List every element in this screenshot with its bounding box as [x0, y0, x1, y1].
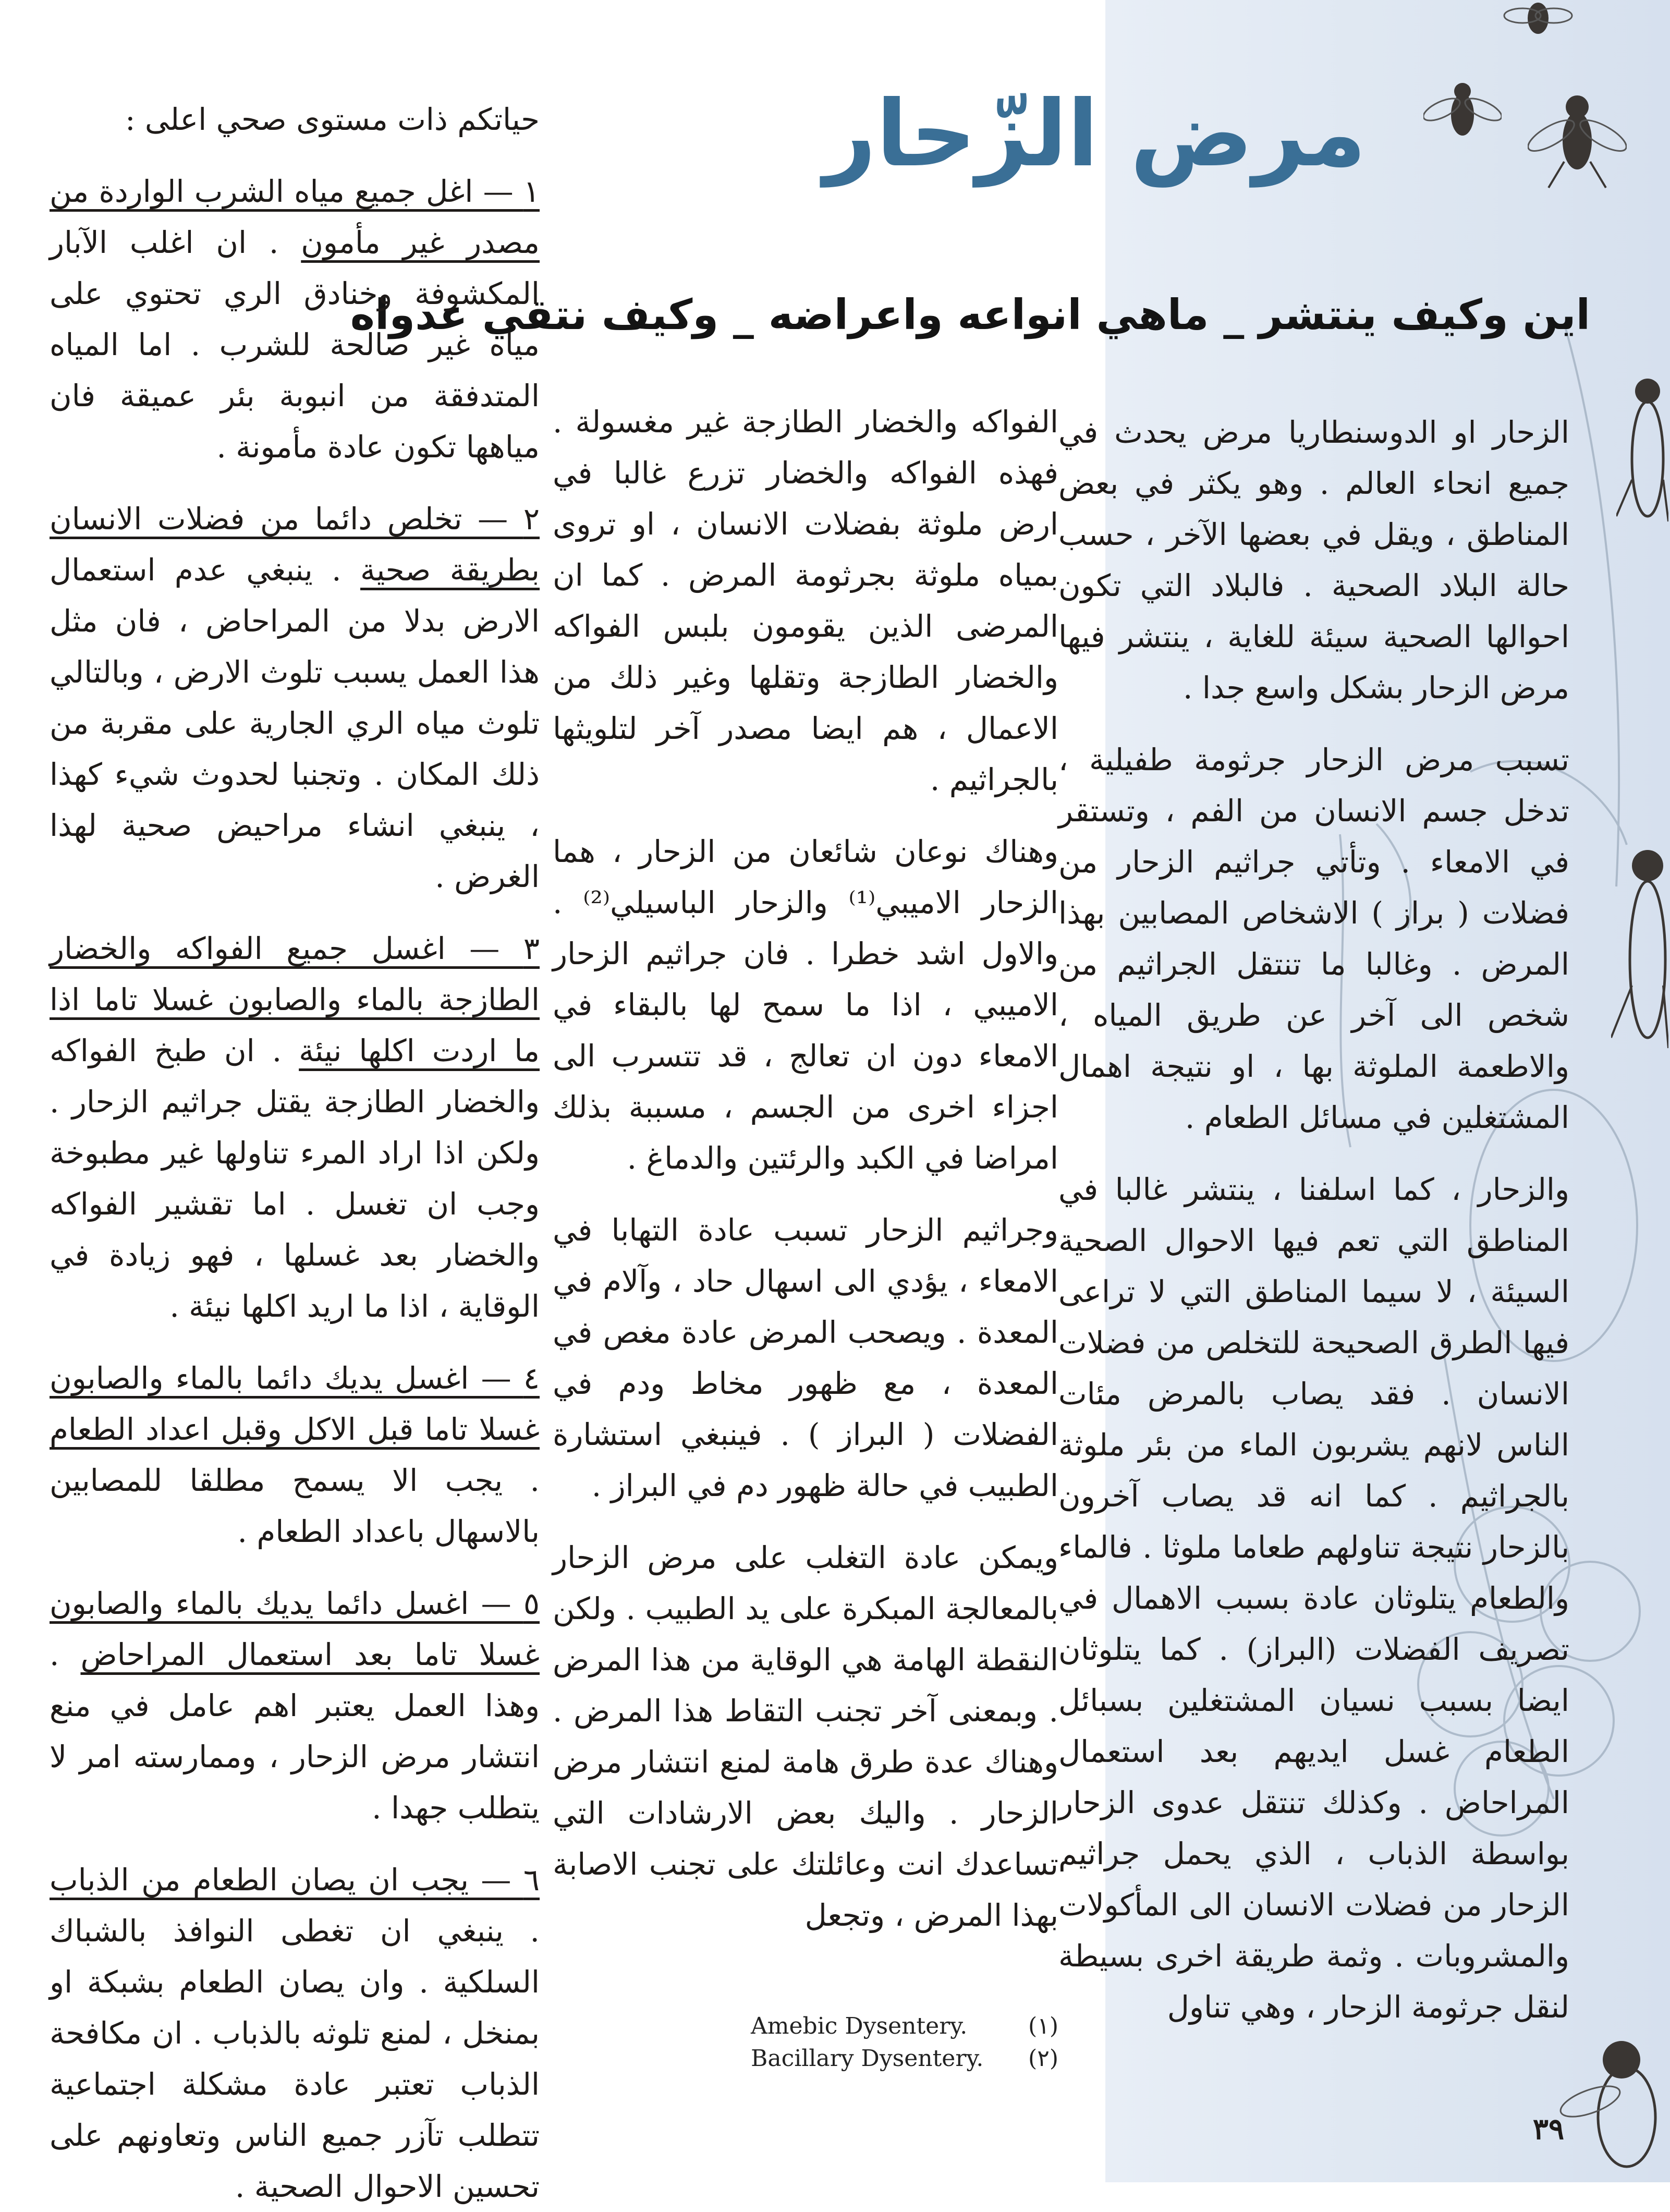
column-middle [553, 396, 1058, 1961]
fly-icon [1616, 344, 1668, 563]
list-intro: حياتكم ذات مستوى صحي اعلى : [125, 102, 540, 137]
column-left [50, 94, 540, 2204]
paragraph: وجراثيم الزحار تسبب عادة التهابا في الامعاء ، يؤدي الى اسهال حاد ، وآلام في المعدة . ويصحب المرض عادة مغص في المعدة ، مع ظهور مخاط ودم في الفضلات ( البراز ) . فينبغي استشارة الطبيب في حالة ظهور دم في البراز . [553, 1212, 1058, 1503]
fly-icon [1528, 83, 1627, 193]
footnote-mark: (١) [1028, 2013, 1058, 2039]
list-item [50, 1854, 540, 2212]
list-item-heading: ٢ — تخلص دائما من فضلات الانسان بطريقة صحية [50, 501, 540, 588]
list-item [50, 166, 540, 472]
list-item [50, 1353, 540, 1557]
list-item [50, 1578, 540, 1833]
footnote [751, 2043, 1058, 2075]
list-item-heading: ٦ — يجب ان يصان الطعام من الذباب [50, 1862, 540, 1898]
fly-icon [1611, 803, 1668, 1095]
paragraph: ويمكن عادة التغلب على مرض الزحار بالمعالجة المبكرة على يد الطبيب . ولكن النقطة الهامة هي الوقاية من هذا المرض . وبمعنى آخر تجنب التقاط هذا المرض . وهناك عدة طرق هامة لمنع انتشار مرض الزحار . واليك بعض الارشادات التي تساعدك انت وعائلتك على تجنب الاصابة بهذا المرض ، وتجعل [553, 1540, 1058, 1933]
list-item [50, 923, 540, 1332]
list-item-heading: ٣ — اغسل جميع الفواكه والخضار الطازجة بالماء والصابون غسلا تاما اذا ما اردت اكلها نيئة [50, 931, 540, 1068]
list-item-text: . يجب الا يسمح مطلقا للمصابين بالاسهال باعداد الطعام . [50, 1463, 540, 1549]
list-item-text: . ان اغلب الآبار المكشوفة وخنادق الري تحتوي على مياه غير صالحة للشرب . اما المياه المتدفقة من انبوبة بئر عميقة فان مياهها تكون عادة مأمونة . [50, 225, 540, 465]
footnotes [751, 2010, 1058, 2075]
paragraph: الفواكه والخضار الطازجة غير مغسولة . فهذه الفواكه والخضار تزرع غالبا في ارض ملوثة بفضلات الانسان ، او تروى بمياه ملوثة بجرثومة المرض . كما ان المرضى الذين يقومون بلبس الفواكه والخضار الطازجة وتقلها وغير ذلك من الاعمال ، هم ايضا مصدر آخر لتلويثها بالجراثيم . [553, 404, 1058, 797]
list-item-heading: ٤ — اغسل يديك دائما بالماء والصابون غسلا تاما قبل الاكل وقبل اعداد الطعام [50, 1360, 540, 1447]
column-right [1058, 407, 1569, 2143]
footnote [751, 2010, 1058, 2043]
list-item-text: . ينبغي عدم استعمال الارض بدلا من المراحاض ، فان مثل هذا العمل يسبب تلوث الارض ، وبالتالي تلوث مياه الري الجارية على مقربة من ذلك المكان . وتجنبا لحدوث شيء كهذا ، ينبغي انشاء مراحيض صحية لهذا الغرض . [50, 552, 540, 894]
fly-icon [1502, 0, 1575, 47]
fly-icon [1423, 73, 1502, 151]
article-title: مرض الزّحار [823, 81, 1367, 187]
list-item-text: . وهذا العمل يعتبر اهم عامل في منع انتشار مرض الزحار ، وممارسته امر لا يتطلب جهدا . [50, 1637, 540, 1826]
paragraph: وهناك نوعان شائعان من الزحار ، هما الزحار الاميبي⁽¹⁾ والزحار الباسيلي⁽²⁾ . والاول اشد خطرا . فان جراثيم الزحار الاميبي ، اذا ما سمح لها بالبقاء في الامعاء دون ان تعالج ، قد تتسرب الى اجزاء اخرى من الجسم ، مسببة بذلك امراضا في الكبد والرئتين والدماغ . [553, 834, 1058, 1176]
list-item-heading: ١ — اغل جميع مياه الشرب الواردة من مصدر غير مأمون [50, 174, 540, 260]
list-item-text: . ينبغي ان تغطى النوافذ بالشباك السلكية . وان يصان الطعام بشبكة او بمنخل ، لمنع تلوثه بالذباب . ان مكافحة الذباب تعتبر عادة مشكلة اجتماعية تتطلب تآزر جميع الناس وتعاونهم على تحسين الاحوال الصحية . [50, 1913, 540, 2204]
paragraph: والزحار ، كما اسلفنا ، ينتشر غالبا في المناطق التي تعم فيها الاحوال الصحية السيئة ، لا سيما المناطق التي لا تراعى فيها الطرق الصحيحة للتخلص من فضلات الانسان . فقد يصاب بالمرض مئات الناس لانهم يشربون الماء من بئر ملوثة بالجراثيم . كما انه قد يصاب آخرون بالزحار نتيجة تناولهم طعاما ملوثا . فالماء والطعام يتلوثان عادة بسبب الاهمال في تصريف الفضلات (البراز) . كما يتلوثان ايضا بسبب نسيان المشتغلين بسبائل الطعام غسل ايديهم بعد استعمال المراحاض . وكذلك تنتقل عدوى الزحار بواسطة الذباب ، الذي يحمل جراثيم الزحار من فضلات الانسان الى المأكولات والمشروبات . وثمة طريقة اخرى بسيطة لنقل جرثومة الزحار ، وهي تناول [1058, 1172, 1569, 2025]
footnote-text: Bacillary Dysentery. [751, 2045, 984, 2072]
list-item-text: . ان طبخ الفواكه والخضار الطازجة يقتل جراثيم الزحار . ولكن اذا اراد المرء تناولها غير مطبوخة وجب ان تغسل . اما تقشير الفواكه والخضار بعد غسلها ، فهو زيادة في الوقاية ، اذا ما اريد اكلها نيئة . [50, 1033, 540, 1324]
footnote-text: Amebic Dysentery. [751, 2013, 968, 2039]
paragraph: الزحار او الدوسنطاريا مرض يحدث في جميع انحاء العالم . وهو يكثر في بعض المناطق ، ويقل في بعضها الآخر ، حسب حالة البلاد الصحية . فالبلاد التي تكون احوالها الصحية سيئة للغاية ، ينتشر فيها مرض الزحار بشكل واسع جدا . [1058, 415, 1569, 706]
footnote-mark: (٢) [1028, 2045, 1058, 2072]
list-item [50, 493, 540, 902]
page-number: ٣٩ [1532, 2112, 1565, 2146]
article-subtitle: اين وكيف ينتشر _ ماهي انواعه واعراضه _ وكيف نتقي عدواه [350, 290, 1590, 339]
paragraph: تسبب مرض الزحار جرثومة طفيلية ، تدخل جسم الانسان من الفم ، وتستقر في الامعاء . وتأتي جراثيم الزحار من فضلات ( براز ) الاشخاص المصابين بهذا المرض . وغالبا ما تنتقل الجراثيم من شخص الى آخر عن طريق المياه ، والاطعمة الملوثة بها ، او نتيجة اهمال المشتغلين في مسائل الطعام . [1058, 742, 1569, 1135]
fly-icon [1559, 2023, 1670, 2182]
list-item-heading: ٥ — اغسل دائما يديك بالماء والصابون غسلا تاما بعد استعمال المراحاض [50, 1586, 540, 1672]
